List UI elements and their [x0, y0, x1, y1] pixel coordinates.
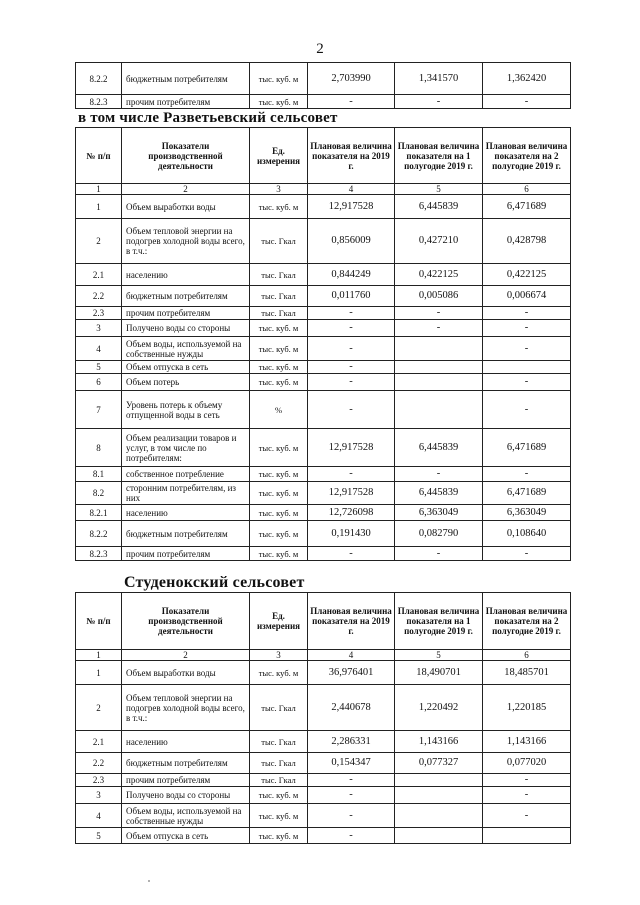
cell-unit: тыс. куб. м	[250, 828, 308, 844]
table-row	[76, 482, 571, 505]
cell-num: 5	[76, 361, 122, 374]
cell-h1	[395, 337, 483, 361]
header-unit: Ед. измерения	[250, 128, 308, 184]
cell-num: 8	[76, 429, 122, 467]
cell-name: бюджетным потребителям	[122, 521, 250, 547]
cell-unit: тыс. куб. м	[250, 482, 308, 505]
cell-h2	[483, 361, 571, 374]
cell-h2: -	[483, 804, 571, 828]
cell-h2: 1,362420	[483, 63, 571, 95]
cell-h1	[395, 804, 483, 828]
table-row	[76, 286, 571, 307]
column-index: 1	[76, 650, 122, 661]
cell-unit: %	[250, 391, 308, 429]
cell-name: Объем воды, используемой на собственные нужды	[122, 804, 250, 828]
cell-h1	[395, 391, 483, 429]
cell-h1: 1,341570	[395, 63, 483, 95]
cell-h2: 0,422125	[483, 264, 571, 286]
cell-h2: 0,108640	[483, 521, 571, 547]
header-row	[76, 128, 571, 184]
cell-h2: 18,485701	[483, 661, 571, 685]
cell-num: 8.2.2	[76, 521, 122, 547]
cell-year: -	[308, 787, 395, 804]
cell-unit: тыс. куб. м	[250, 547, 308, 561]
cell-year: 0,154347	[308, 753, 395, 774]
cell-unit: тыс. куб. м	[250, 195, 308, 219]
table-row	[76, 374, 571, 391]
cell-year: 0,011760	[308, 286, 395, 307]
cell-h1: 6,445839	[395, 482, 483, 505]
cell-num: 5	[76, 828, 122, 844]
cell-h2: -	[483, 374, 571, 391]
table-row	[76, 361, 571, 374]
cell-unit: тыс. Гкал	[250, 286, 308, 307]
cell-name: прочим потребителям	[122, 307, 250, 320]
table-row	[76, 320, 571, 337]
cell-name: Объем потерь	[122, 374, 250, 391]
cell-name: Объем тепловой энергии на подогрев холодной воды всего, в т.ч.:	[122, 685, 250, 731]
header-row	[76, 593, 571, 650]
table-row	[76, 787, 571, 804]
cell-unit: тыс. куб. м	[250, 320, 308, 337]
cell-h2: -	[483, 307, 571, 320]
column-index: 2	[122, 184, 250, 195]
cell-num: 2.2	[76, 753, 122, 774]
column-index-row	[76, 650, 571, 661]
cell-unit: тыс. Гкал	[250, 753, 308, 774]
cell-year: 2,286331	[308, 731, 395, 753]
cell-h1: 0,005086	[395, 286, 483, 307]
cell-year: -	[308, 804, 395, 828]
cell-num: 2	[76, 219, 122, 264]
cell-name: прочим потребителям	[122, 774, 250, 787]
cell-unit: тыс. куб. м	[250, 361, 308, 374]
cell-unit: тыс. Гкал	[250, 264, 308, 286]
cell-num: 8.1	[76, 467, 122, 482]
cell-h1: 0,427210	[395, 219, 483, 264]
cell-year: -	[308, 337, 395, 361]
cell-unit: тыс. Гкал	[250, 685, 308, 731]
cell-num: 6	[76, 374, 122, 391]
table-row	[76, 391, 571, 429]
column-index: 6	[483, 184, 571, 195]
cell-num: 7	[76, 391, 122, 429]
cell-name: Объем отпуска в сеть	[122, 361, 250, 374]
cell-h2: 0,006674	[483, 286, 571, 307]
cell-num: 2.3	[76, 307, 122, 320]
table-row	[76, 467, 571, 482]
cell-year: 0,856009	[308, 219, 395, 264]
cell-unit: тыс. куб. м	[250, 429, 308, 467]
cell-h1: 1,143166	[395, 731, 483, 753]
cell-h1	[395, 361, 483, 374]
cell-h1: 0,422125	[395, 264, 483, 286]
cell-num: 4	[76, 337, 122, 361]
table-row	[76, 521, 571, 547]
cell-year: 36,976401	[308, 661, 395, 685]
cell-year: -	[308, 307, 395, 320]
cell-h1	[395, 828, 483, 844]
cell-num: 3	[76, 787, 122, 804]
table-row	[76, 337, 571, 361]
cell-num: 8.2.3	[76, 547, 122, 561]
cell-h2: 0,428798	[483, 219, 571, 264]
cell-num: 2.2	[76, 286, 122, 307]
cell-h1: 6,445839	[395, 429, 483, 467]
cell-h2: -	[483, 774, 571, 787]
cell-num: 8.2	[76, 482, 122, 505]
table-row	[76, 264, 571, 286]
header-num: № п/п	[76, 593, 122, 650]
cell-name: Объем тепловой энергии на подогрев холодной воды всего, в т.ч.:	[122, 219, 250, 264]
cell-num: 2.3	[76, 774, 122, 787]
table-row	[76, 753, 571, 774]
column-index: 6	[483, 650, 571, 661]
cell-name: бюджетным потребителям	[122, 753, 250, 774]
cell-name: населению	[122, 731, 250, 753]
table-row	[76, 505, 571, 521]
cell-name: собственное потребление	[122, 467, 250, 482]
cell-year: -	[308, 361, 395, 374]
cell-h1: 6,445839	[395, 195, 483, 219]
cell-name: сторонним потребителям, из них	[122, 482, 250, 505]
indicators-table-studenoksky	[75, 592, 571, 844]
cell-year: 0,844249	[308, 264, 395, 286]
table-row	[76, 804, 571, 828]
cell-h1: 0,082790	[395, 521, 483, 547]
cell-name: Объем выработки воды	[122, 195, 250, 219]
column-index: 5	[395, 650, 483, 661]
cell-unit: тыс. куб. м	[250, 804, 308, 828]
column-index: 5	[395, 184, 483, 195]
cell-name: населению	[122, 264, 250, 286]
table-row	[76, 547, 571, 561]
cell-unit: тыс. куб. м	[250, 337, 308, 361]
page-number: 2	[316, 41, 324, 57]
table-row	[76, 685, 571, 731]
table-row	[76, 774, 571, 787]
table-row	[76, 219, 571, 264]
table-row	[76, 95, 571, 109]
cell-unit: тыс. Гкал	[250, 731, 308, 753]
cell-h2: 1,220185	[483, 685, 571, 731]
column-index: 4	[308, 184, 395, 195]
cell-year: -	[308, 467, 395, 482]
cell-year: -	[308, 828, 395, 844]
cell-h2: -	[483, 547, 571, 561]
header-year: Плановая величина показателя на 2019 г.	[308, 593, 395, 650]
table-row	[76, 828, 571, 844]
cell-h2	[483, 828, 571, 844]
cell-unit: тыс. Гкал	[250, 219, 308, 264]
cell-h2: 6,471689	[483, 482, 571, 505]
header-year: Плановая величина показателя на 2019 г.	[308, 128, 395, 184]
cell-h2: -	[483, 337, 571, 361]
indicators-table-razvetevsky	[75, 127, 571, 561]
cell-year: 12,917528	[308, 195, 395, 219]
cell-name: населению	[122, 505, 250, 521]
cell-h2: 1,143166	[483, 731, 571, 753]
cell-h2: -	[483, 320, 571, 337]
cell-unit: тыс. куб. м	[250, 63, 308, 95]
cell-name: прочим потребителям	[122, 95, 250, 109]
cell-unit: тыс. куб. м	[250, 374, 308, 391]
cell-h2: -	[483, 787, 571, 804]
cell-h2: 6,363049	[483, 505, 571, 521]
header-h2: Плановая величина показателя на 2 полугодие 2019 г.	[483, 128, 571, 184]
column-index: 4	[308, 650, 395, 661]
cell-num: 1	[76, 195, 122, 219]
header-name: Показатели производственной деятельности	[122, 593, 250, 650]
cell-unit: тыс. Гкал	[250, 774, 308, 787]
cell-year: 12,726098	[308, 505, 395, 521]
section-title-studenoksky: Студенокский сельсовет	[124, 574, 305, 591]
header-unit: Ед. измерения	[250, 593, 308, 650]
cell-name: Объем выработки воды	[122, 661, 250, 685]
cell-num: 3	[76, 320, 122, 337]
cell-unit: тыс. куб. м	[250, 467, 308, 482]
cell-unit: тыс. куб. м	[250, 95, 308, 109]
cell-name: бюджетным потребителям	[122, 63, 250, 95]
cell-num: 1	[76, 661, 122, 685]
cell-name: Получено воды со стороны	[122, 320, 250, 337]
cell-year: 0,191430	[308, 521, 395, 547]
cell-h2: 0,077020	[483, 753, 571, 774]
cell-h1: -	[395, 307, 483, 320]
header-h1: Плановая величина показателя на 1 полугодие 2019 г.	[395, 593, 483, 650]
header-h2: Плановая величина показателя на 2 полугодие 2019 г.	[483, 593, 571, 650]
cell-year: 2,703990	[308, 63, 395, 95]
cell-h1: -	[395, 467, 483, 482]
cell-num: 8.2.3	[76, 95, 122, 109]
cell-year: -	[308, 374, 395, 391]
cell-unit: тыс. куб. м	[250, 521, 308, 547]
cell-h1: 0,077327	[395, 753, 483, 774]
cell-h2: -	[483, 391, 571, 429]
cell-year: -	[308, 547, 395, 561]
header-h1: Плановая величина показателя на 1 полугодие 2019 г.	[395, 128, 483, 184]
column-index: 3	[250, 184, 308, 195]
cell-unit: тыс. куб. м	[250, 505, 308, 521]
cell-year: -	[308, 774, 395, 787]
table-row	[76, 429, 571, 467]
cell-name: Объем воды, используемой на собственные нужды	[122, 337, 250, 361]
cell-unit: тыс. Гкал	[250, 307, 308, 320]
cell-unit: тыс. куб. м	[250, 787, 308, 804]
cell-name: Объем реализации товаров и услуг, в том числе по потребителям:	[122, 429, 250, 467]
cell-num: 2	[76, 685, 122, 731]
cell-num: 4	[76, 804, 122, 828]
cell-num: 2.1	[76, 264, 122, 286]
cell-year: 2,440678	[308, 685, 395, 731]
table-row	[76, 63, 571, 95]
cell-h1: -	[395, 547, 483, 561]
cell-h1: 6,363049	[395, 505, 483, 521]
cell-year: -	[308, 320, 395, 337]
cell-year: 12,917528	[308, 482, 395, 505]
cell-h2: 6,471689	[483, 429, 571, 467]
cell-h1: 18,490701	[395, 661, 483, 685]
cell-year: 12,917528	[308, 429, 395, 467]
cell-h1	[395, 774, 483, 787]
cell-h2: -	[483, 467, 571, 482]
column-index-row	[76, 184, 571, 195]
cell-h1: -	[395, 95, 483, 109]
column-index: 2	[122, 650, 250, 661]
cell-num: 8.2.1	[76, 505, 122, 521]
column-index: 1	[76, 184, 122, 195]
cell-year: -	[308, 95, 395, 109]
cell-h2: -	[483, 95, 571, 109]
cell-h1	[395, 374, 483, 391]
header-num: № п/п	[76, 128, 122, 184]
table-row	[76, 661, 571, 685]
cell-h1: -	[395, 320, 483, 337]
cell-h1: 1,220492	[395, 685, 483, 731]
scan-speck	[148, 880, 150, 882]
section-title-razvetevsky: в том числе Разветьевский сельсовет	[78, 110, 338, 126]
header-name: Показатели производственной деятельности	[122, 128, 250, 184]
cell-year: -	[308, 391, 395, 429]
cell-h1	[395, 787, 483, 804]
cell-name: Получено воды со стороны	[122, 787, 250, 804]
cell-num: 8.2.2	[76, 63, 122, 95]
column-index: 3	[250, 650, 308, 661]
cell-h2: 6,471689	[483, 195, 571, 219]
cell-unit: тыс. куб. м	[250, 661, 308, 685]
continuation-table	[75, 62, 571, 109]
cell-num: 2.1	[76, 731, 122, 753]
cell-name: бюджетным потребителям	[122, 286, 250, 307]
table-row	[76, 731, 571, 753]
cell-name: прочим потребителям	[122, 547, 250, 561]
cell-name: Уровень потерь к объему отпущенной воды в сеть	[122, 391, 250, 429]
cell-name: Объем отпуска в сеть	[122, 828, 250, 844]
table-row	[76, 195, 571, 219]
table-row	[76, 307, 571, 320]
